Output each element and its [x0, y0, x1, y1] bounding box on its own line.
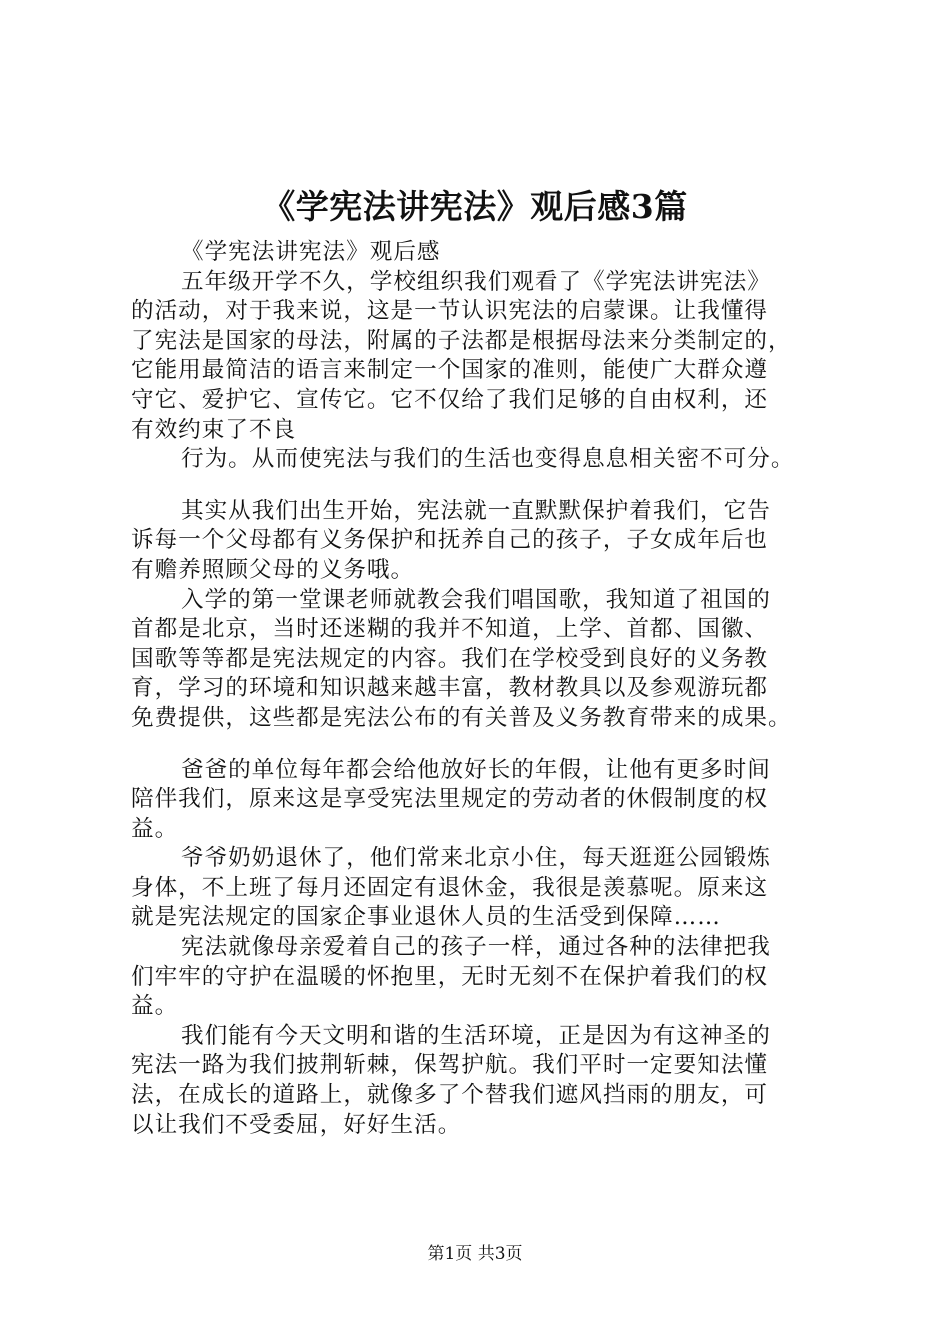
paragraph-line: 身体，不上班了每月还固定有退休金，我很是羡慕呢。原来这 — [131, 874, 769, 901]
paragraph-line: 守它、爱护它、宣传它。它不仅给了我们足够的自由权利，还 — [131, 386, 769, 413]
page-footer: 第1页 共3页 — [427, 1244, 523, 1264]
paragraph-line: 以让我们不受委屈，好好生活。 — [131, 1111, 462, 1138]
paragraph-line: 爸爸的单位每年都会给他放好长的年假，让他有更多时间 — [181, 756, 771, 783]
paragraph-line: 它能用最简洁的语言来制定一个国家的准则，能使广大群众遵 — [131, 357, 769, 384]
paragraph-line: 国歌等等都是宪法规定的内容。我们在学校受到良好的义务教 — [131, 645, 769, 672]
paragraph-line: 宪法一路为我们披荆斩棘，保驾护航。我们平时一定要知法懂 — [131, 1052, 769, 1079]
paragraph-line: 有赡养照顾父母的义务哦。 — [131, 556, 415, 583]
paragraph-line: 诉每一个父母都有义务保护和抚养自己的孩子，子女成年后也 — [131, 527, 769, 554]
paragraph-line: 入学的第一堂课老师就教会我们唱国歌，我知道了祖国的 — [181, 586, 771, 613]
paragraph-line: 行为。从而使宪法与我们的生活也变得息息相关密不可分。 — [181, 446, 795, 473]
paragraph-gap — [131, 734, 851, 756]
document-body — [131, 238, 851, 1140]
paragraph-gap — [131, 475, 851, 497]
paragraph-line: 就是宪法规定的国家企事业退休人员的生活受到保障…… — [131, 904, 721, 931]
paragraph-line: 陪伴我们，原来这是享受宪法里规定的劳动者的休假制度的权 — [131, 786, 769, 813]
paragraph-line: 们牢牢的守护在温暖的怀抱里，无时无刻不在保护着我们的权 — [131, 963, 769, 990]
paragraph-line: 免费提供，这些都是宪法公布的有关普及义务教育带来的成果。 — [131, 704, 792, 731]
paragraph-line: 其实从我们出生开始，宪法就一直默默保护着我们，它告 — [181, 497, 771, 524]
paragraph-line: 首都是北京，当时还迷糊的我并不知道，上学、首都、国徽、 — [131, 616, 769, 643]
subtitle-line: 《学宪法讲宪法》观后感 — [181, 239, 441, 265]
paragraph-line: 益。 — [131, 993, 179, 1020]
paragraph-line: 我们能有今天文明和谐的生活环境，正是因为有这神圣的 — [181, 1022, 771, 1049]
paragraph-line: 爷爷奶奶退休了，他们常来北京小住，每天逛逛公园锻炼 — [181, 845, 771, 872]
paragraph-line: 了宪法是国家的母法，附属的子法都是根据母法来分类制定的， — [131, 327, 792, 354]
paragraph-line: 有效约束了不良 — [131, 416, 297, 443]
paragraph-line: 宪法就像母亲爱着自己的孩子一样，通过各种的法律把我 — [181, 934, 771, 961]
paragraph-line: 的活动，对于我来说，这是一节认识宪法的启蒙课。让我懂得 — [131, 298, 769, 325]
paragraph-line: 五年级开学不久，学校组织我们观看了《学宪法讲宪法》 — [181, 268, 771, 295]
paragraph-line: 育，学习的环境和知识越来越丰富，教材教具以及参观游玩都 — [131, 675, 769, 702]
paragraph-line: 法，在成长的道路上，就像多了个替我们遮风挡雨的朋友，可 — [131, 1082, 769, 1109]
document-title: 《学宪法讲宪法》观后感3篇 — [262, 187, 688, 226]
paragraph-line: 益。 — [131, 815, 179, 842]
